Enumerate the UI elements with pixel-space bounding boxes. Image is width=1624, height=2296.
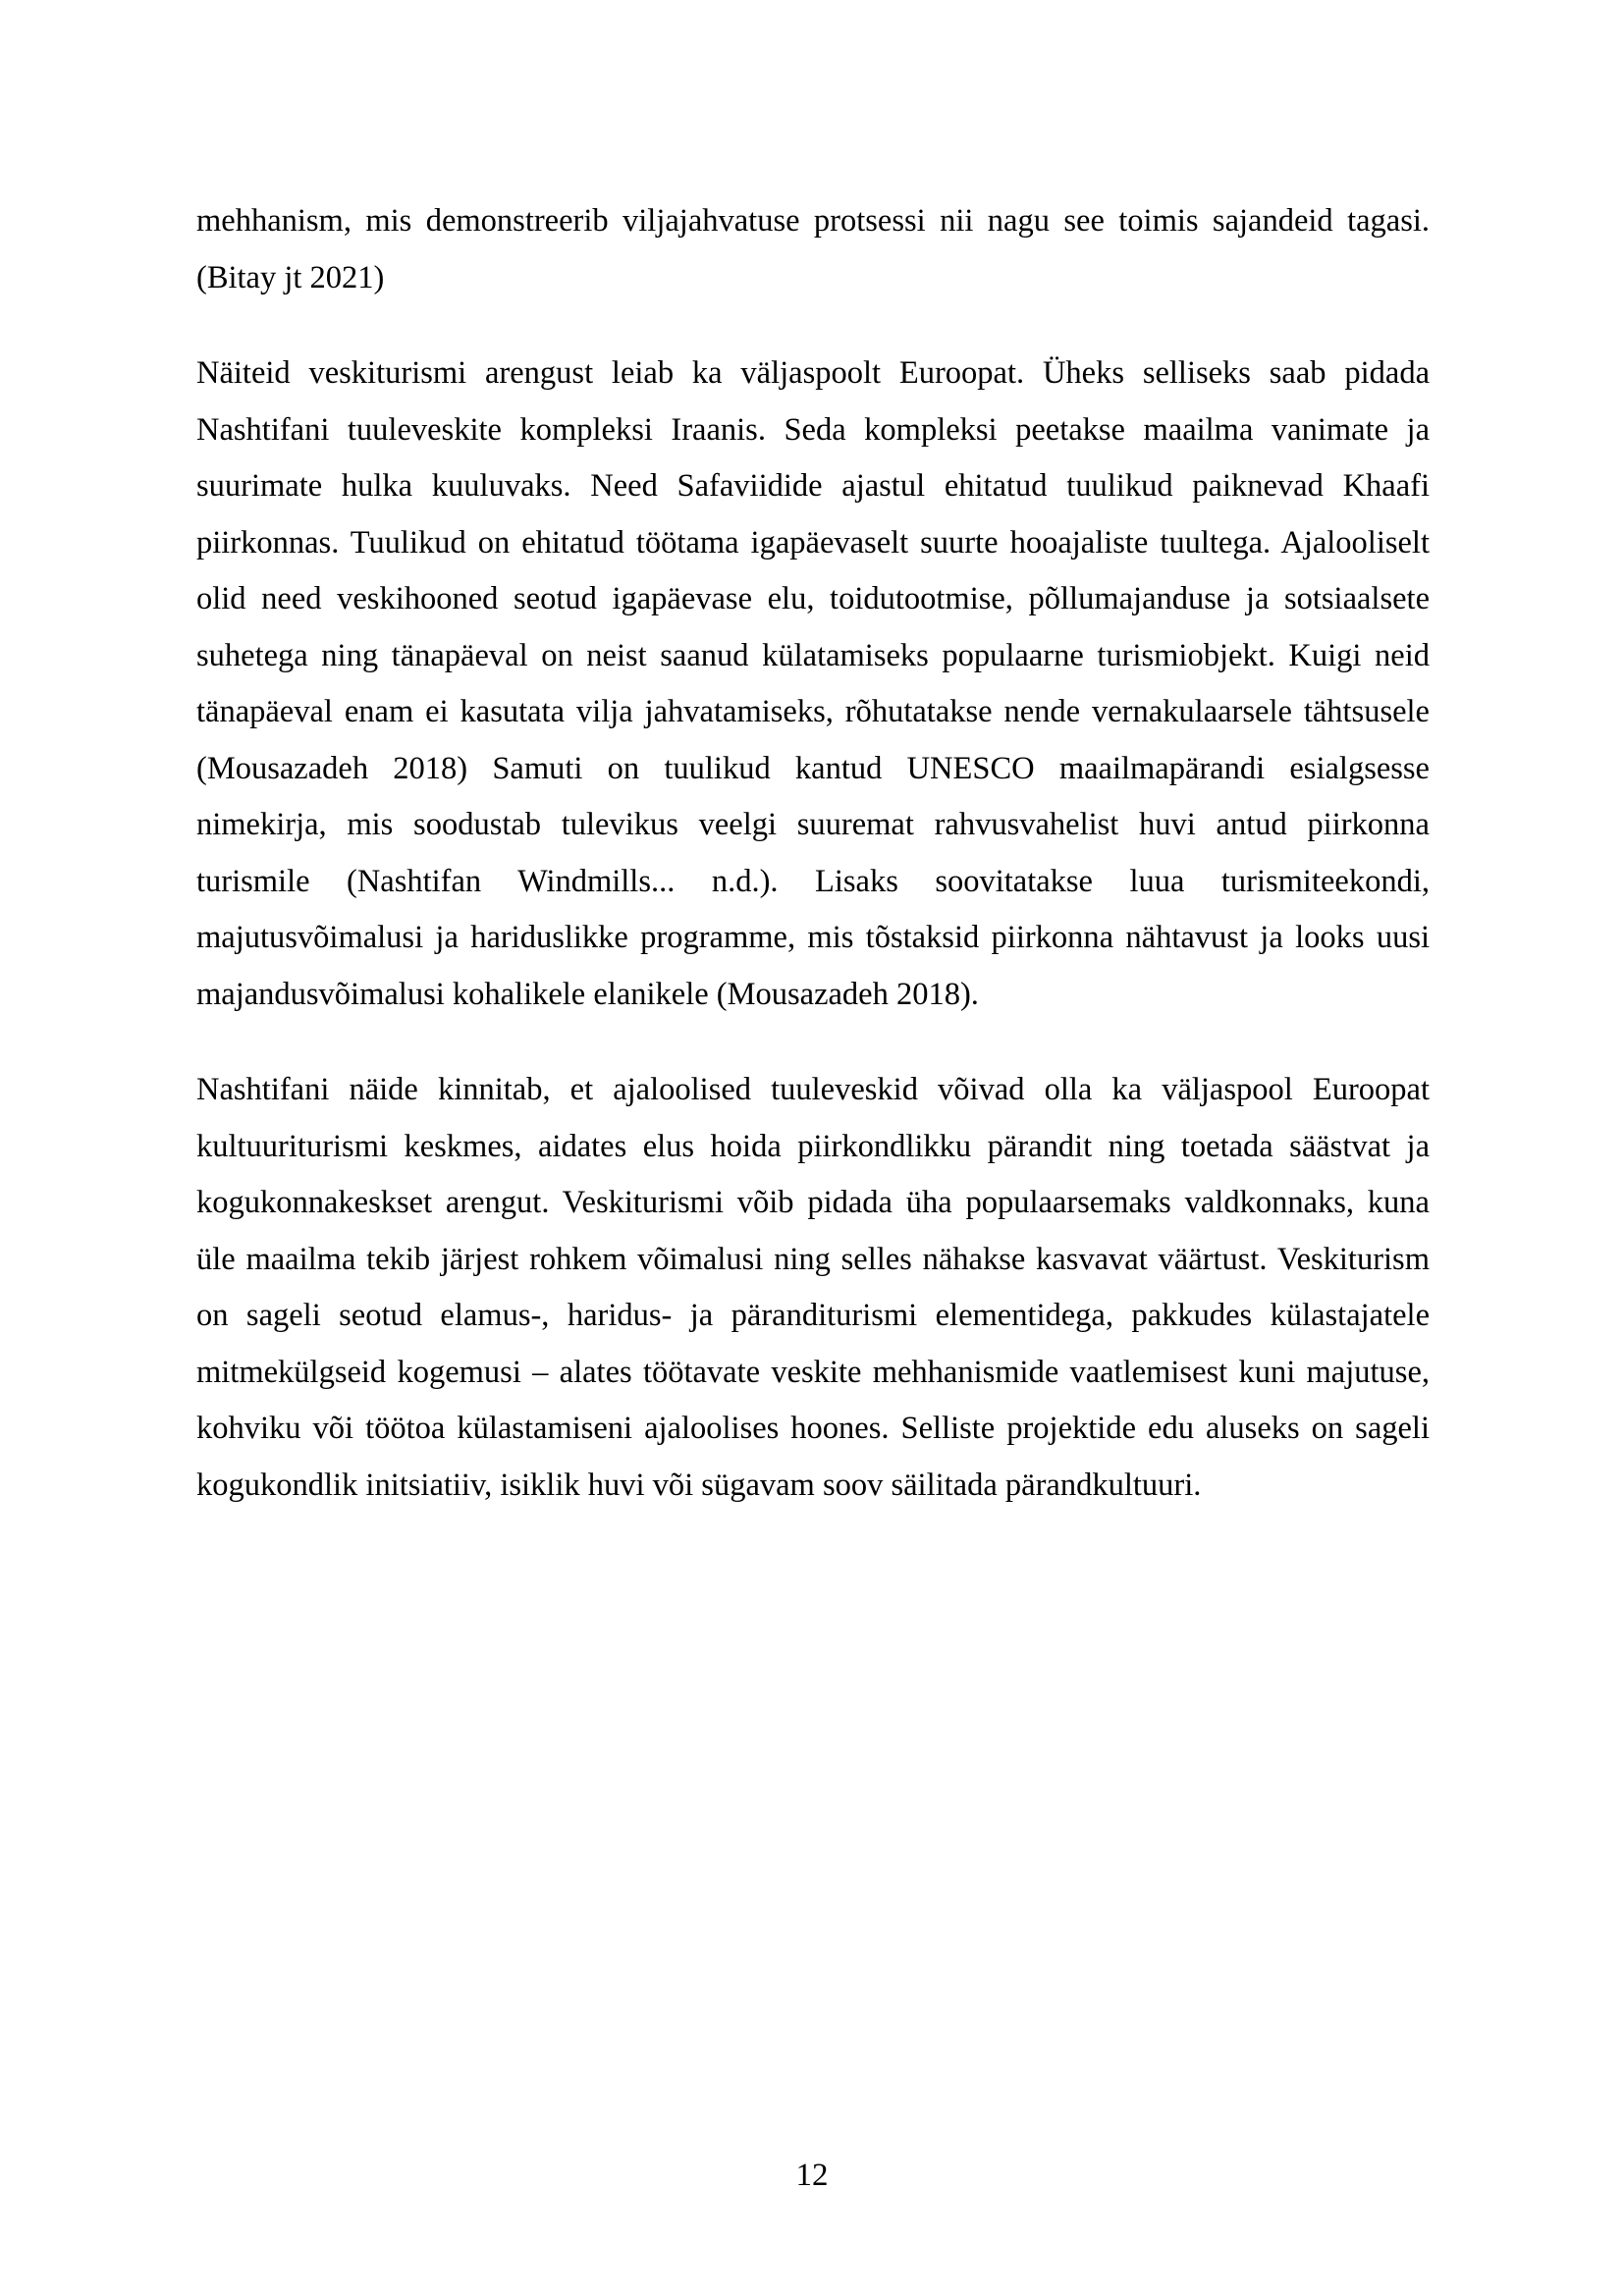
text-line: mehhanism, mis demonstreerib viljajahvatuse protsessi nii nagu see toimis sajandeid tagasi. (196, 203, 1430, 239)
text-line: (Bitay jt 2021) (196, 259, 385, 295)
text-line: Nashtifani näide kinnitab, et ajaloolised tuuleveskid võivad olla ka väljaspool Euroopat (196, 1072, 1430, 1107)
text-line: üle maailma tekib järjest rohkem võimalusi ning selles nähakse kasvavat väärtust. Veskiturism (196, 1241, 1430, 1277)
page-body-text (196, 193, 1430, 1553)
page-footer (0, 2156, 1624, 2195)
text-line: majutusvõimalusi ja hariduslikke programme, mis tõstaksid piirkonna nähtavust ja looks uusi (196, 920, 1430, 955)
text-line: suurimate hulka kuuluvaks. Need Safaviidide ajastul ehitatud tuulikud paiknevad Khaafi (196, 468, 1430, 504)
page-number: 12 (795, 2158, 829, 2193)
text-line: suhetega ning tänapäeval on neist saanud külatamiseks populaarne turismiobjekt. Kuigi neid (196, 637, 1430, 673)
text-line: olid need veskihooned seotud igapäevase elu, toidutootmise, põllumajanduse ja sotsiaalsete (196, 581, 1430, 616)
text-line: turismile (Nashtifan Windmills... n.d.). Lisaks soovitatakse luua turismiteekondi, (196, 863, 1430, 899)
text-line: kultuuriturismi keskmes, aidates elus hoida piirkondlikku pärandit ning toetada säästvat ja (196, 1128, 1430, 1164)
text-line: Näiteid veskiturismi arengust leiab ka väljaspoolt Euroopat. Üheks selliseks saab pidada (196, 355, 1430, 391)
text-line: piirkonnas. Tuulikud on ehitatud töötama igapäevaselt suurte hooajaliste tuultega. Ajalooliselt (196, 524, 1430, 561)
paragraph (196, 1062, 1430, 1514)
paragraph (196, 193, 1430, 306)
text-line: (Mousazadeh 2018) Samuti on tuulikud kantud UNESCO maailmapärandi esialgsesse (196, 750, 1430, 786)
text-line: on sageli seotud elamus-, haridus- ja päranditurismi elementidega, pakkudes külastajatele (196, 1298, 1430, 1333)
text-line: kohviku või töötoa külastamiseni ajaloolises hoones. Selliste projektide edu aluseks on sageli (196, 1411, 1430, 1446)
text-line: majandusvõimalusi kohalikele elanikele (Mousazadeh 2018). (196, 976, 979, 1012)
text-line: kogukonnakeskset arengut. Veskiturismi võib pidada üha populaarsemaks valdkonnaks, kuna (196, 1185, 1430, 1220)
text-line: Nashtifani tuuleveskite kompleksi Iraanis. Seda kompleksi peetakse maailma vanimate ja (196, 411, 1430, 448)
text-line: kogukondlik initsiatiiv, isiklik huvi või sügavam soov säilitada pärandkultuuri. (196, 1467, 1202, 1503)
paragraph (196, 346, 1430, 1023)
text-line: nimekirja, mis soodustab tulevikus veelgi suuremat rahvusvahelist huvi antud piirkonna (196, 807, 1430, 842)
text-line: tänapäeval enam ei kasutata vilja jahvatamiseks, rõhutatakse nende vernakulaarsele tähtsusele (196, 694, 1430, 729)
text-line: mitmekülgseid kogemusi – alates töötavate veskite mehhanismide vaatlemisest kuni majutuse, (196, 1354, 1430, 1390)
